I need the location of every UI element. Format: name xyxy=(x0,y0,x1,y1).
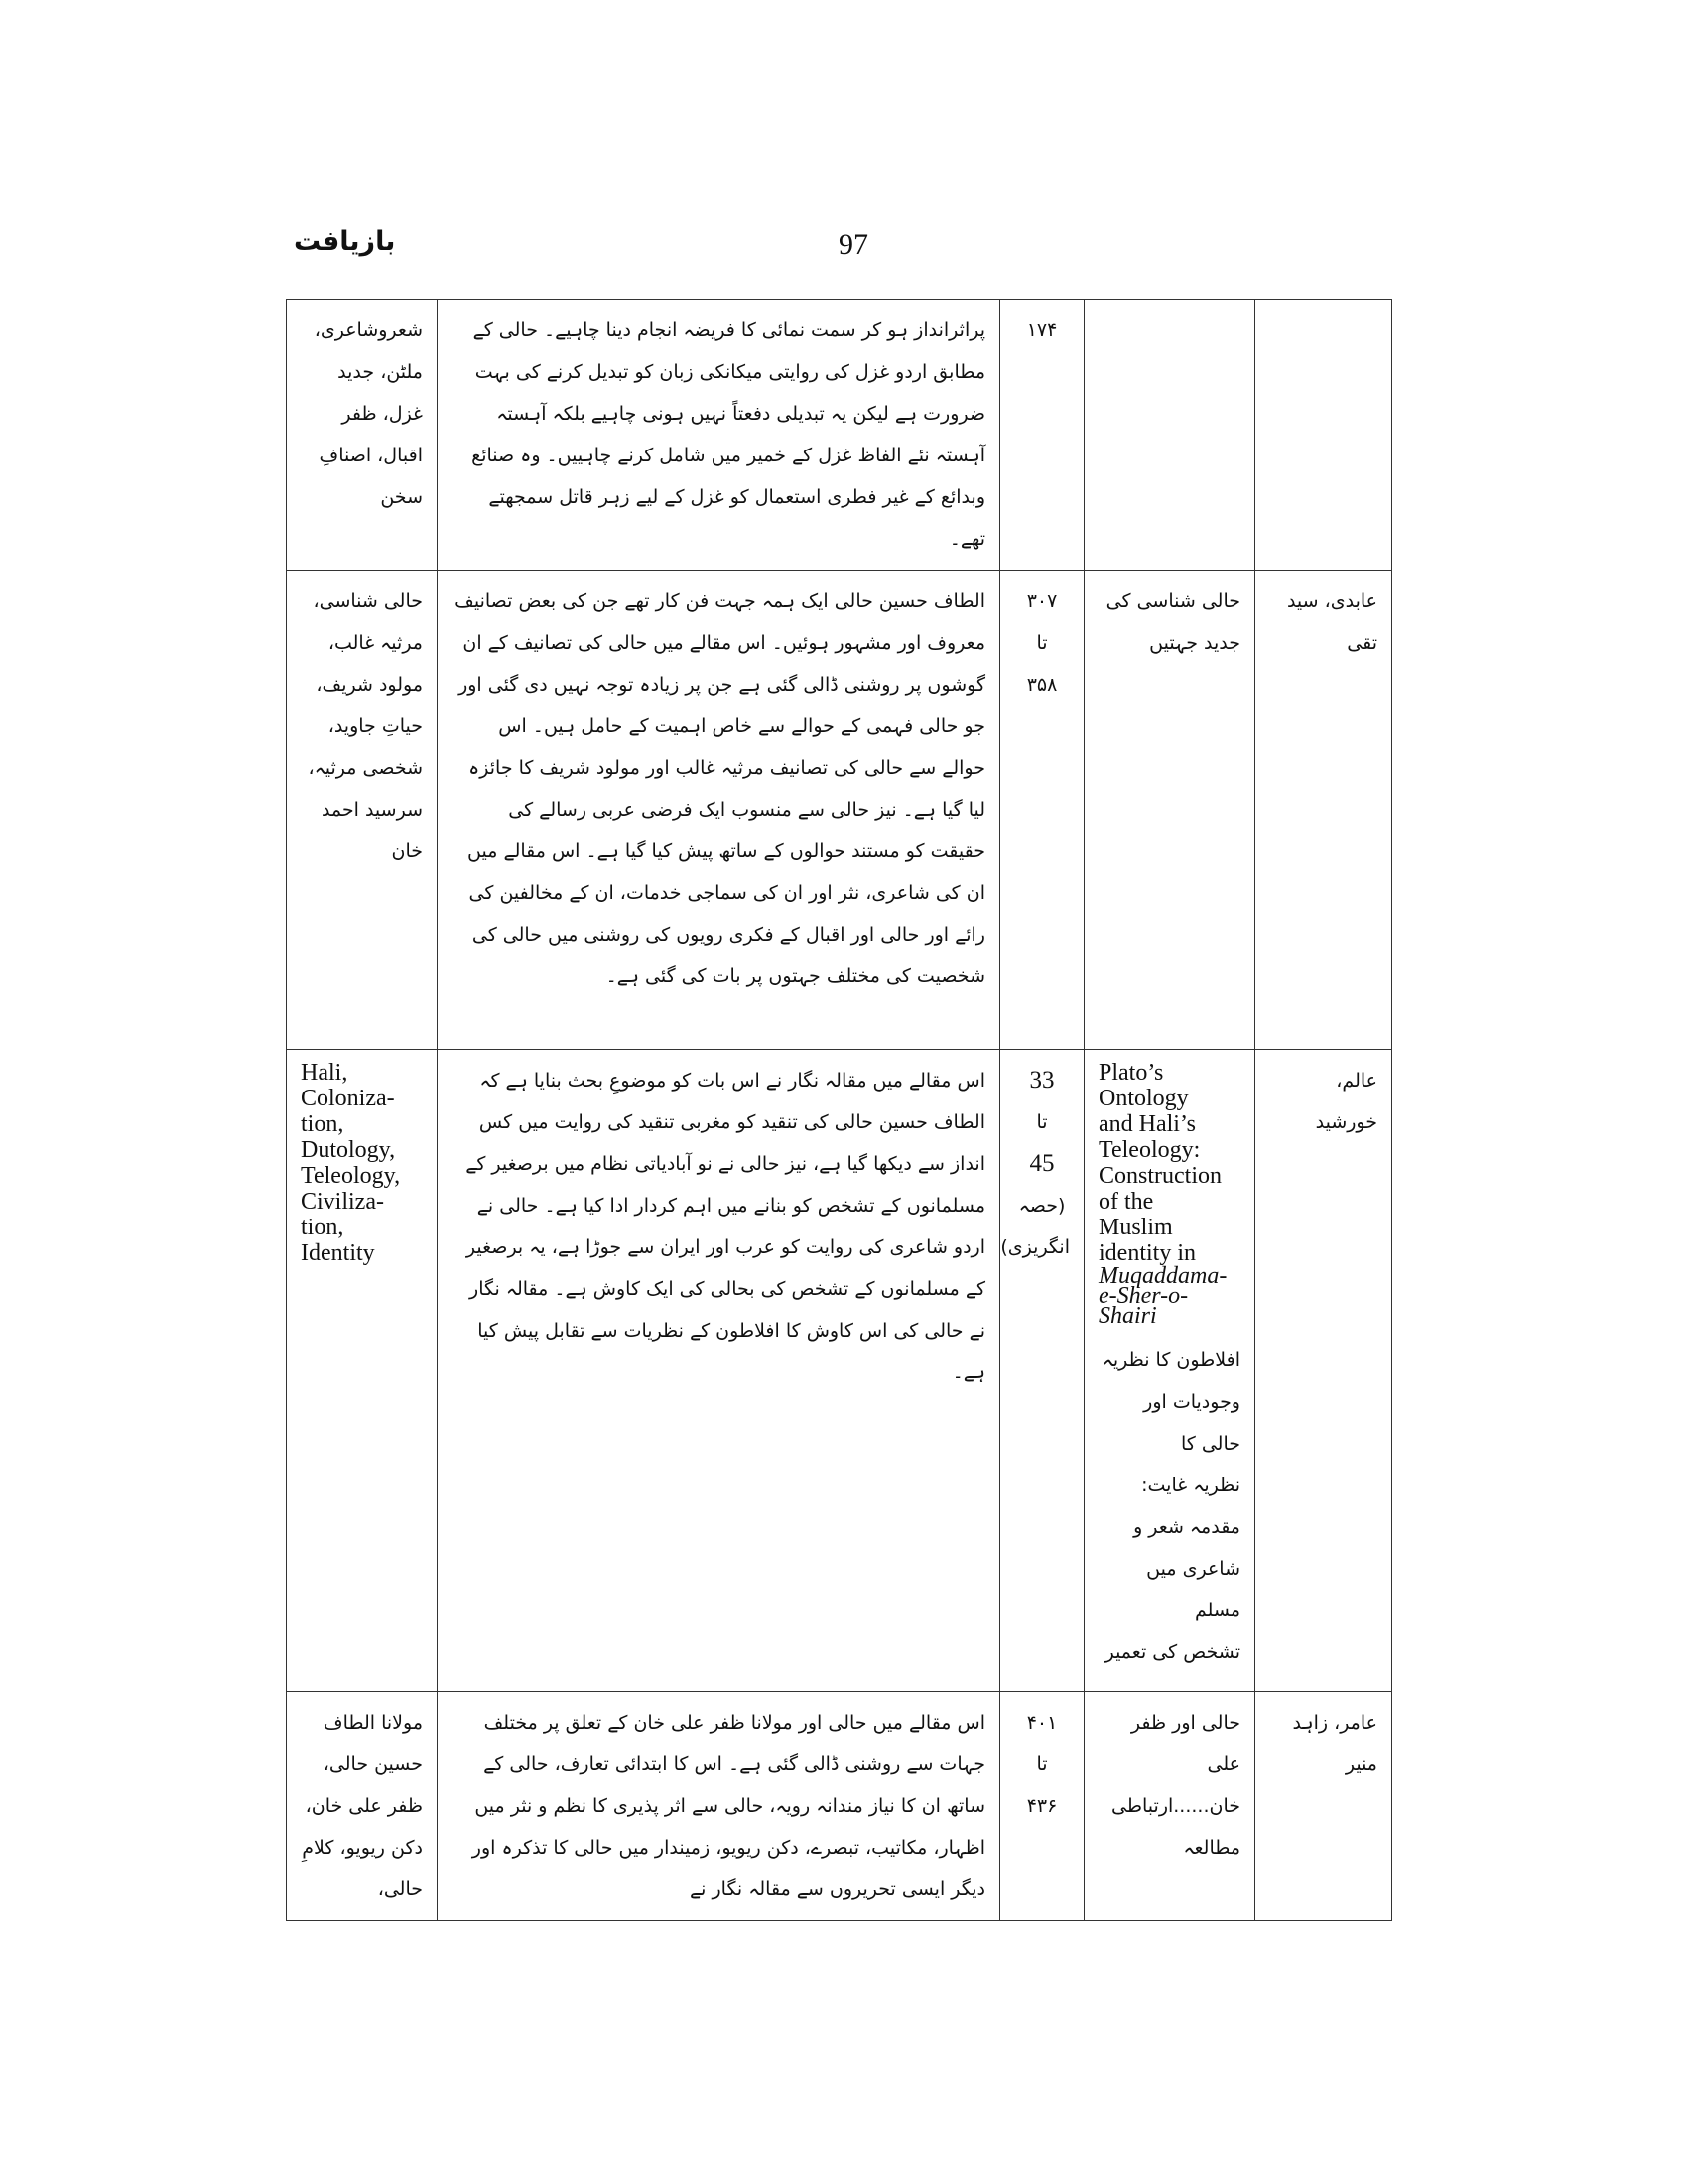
title-en-line: and Hali’s xyxy=(1099,1111,1196,1137)
keyword-en-line: Hali, xyxy=(301,1060,348,1086)
page-number: 97 xyxy=(839,228,868,261)
title-ur-line: شاعری میں مسلم xyxy=(1146,1558,1240,1621)
title-en-line: Teleology: xyxy=(1099,1137,1201,1163)
title-cell xyxy=(1085,300,1255,571)
author-cell: عابدی، سید تقی xyxy=(1255,571,1392,1050)
page-range-separator: تا xyxy=(1036,1111,1048,1133)
title-en-italic-line: Shairi xyxy=(1099,1303,1157,1329)
keyword-en-line: Identity xyxy=(301,1240,375,1266)
keyword-en-line: Coloniza- xyxy=(301,1086,395,1111)
keywords-cell: مولانا الطاف حسین حالی، ظفر علی خان، دکن ریویو، کلامِ حالی، xyxy=(287,1692,438,1921)
table-row xyxy=(287,300,1392,571)
pages-note: (حصہ xyxy=(1018,1195,1066,1217)
table-row xyxy=(287,1050,1392,1692)
keywords-cell xyxy=(287,1050,438,1692)
table-row xyxy=(287,1692,1392,1921)
title-ur-line: افلاطون کا نظریہ xyxy=(1102,1349,1240,1371)
page-range-separator: تا xyxy=(1036,1753,1048,1775)
title-en-line: Muslim xyxy=(1099,1215,1173,1240)
keywords-cell: شعروشاعری، ملٹن، جدید غزل، ظفر اقبال، اصنافِ سخن xyxy=(287,300,438,571)
keyword-en-line: Dutology, xyxy=(301,1137,396,1163)
bibliography-table xyxy=(286,299,1392,1921)
pages-cell xyxy=(1000,1050,1085,1692)
title-ur-line: نظریہ غایت: xyxy=(1141,1475,1240,1496)
title-en-line: of the xyxy=(1099,1189,1154,1215)
pages-cell xyxy=(1000,571,1085,1050)
pages-cell xyxy=(1000,300,1085,571)
keyword-en-line: tion, xyxy=(301,1111,344,1137)
title-en-line: identity in xyxy=(1099,1240,1196,1266)
author-cell xyxy=(1255,300,1392,571)
page-range-start: ۳۰۷ xyxy=(1026,590,1058,612)
page-range-start: ۴۰۱ xyxy=(1026,1712,1058,1734)
page-range-start: ۱۷۴ xyxy=(1026,320,1058,341)
title-ur-line: تشخص کی تعمیر xyxy=(1104,1641,1240,1663)
keyword-en-line: Civiliza- xyxy=(301,1189,384,1215)
journal-title: بازیافت xyxy=(294,226,396,257)
keyword-en-line: tion, xyxy=(301,1215,344,1240)
keyword-en-line: Teleology, xyxy=(301,1163,401,1189)
title-en-italic-line: Muqaddama- xyxy=(1099,1263,1228,1289)
summary-cell: الطاف حسین حالی ایک ہمہ جہت فن کار تھے جن کی بعض تصانیف معروف اور مشہور ہوئیں۔ اس مقالے میں حالی کی تصانیف کے ان گوشوں پر روشنی ڈالی گئی ہے جن پر زیادہ توجہ نہیں دی گئی اور جو حالی فہمی کے حوالے سے خاص اہمیت کے حامل ہیں۔ اس حوالے سے حالی کی تصانیف مرثیہ غالب اور مولود شریف کا جائزہ لیا گیا ہے۔ نیز حالی سے منسوب ایک فرضی عربی رسالے کی حقیقت کو مستند حوالوں کے ساتھ پیش کیا گیا ہے۔ اس مقالے میں ان کی شاعری، نثر اور ان کی سماجی خدمات، ان کے مخالفین کی رائے اور حالی اور اقبال کے فکری رویوں کی روشنی میں حالی کی شخصیت کی مختلف جہتوں پر بات کی گئی ہے۔ xyxy=(438,571,1000,1050)
summary-cell: اس مقالے میں مقالہ نگار نے اس بات کو موضوعِ بحث بنایا ہے کہ الطاف حسین حالی کی تنقید کو مغربی تنقید کی روایت میں کس انداز سے دیکھا گیا ہے، نیز حالی نے نو آبادیاتی نظام میں برصغیر کے مسلمانوں کے تشخص کو بنانے میں اہم کردار ادا کیا ہے۔ حالی نے اردو شاعری کی روایت کو عرب اور ایران سے جوڑا ہے، یہ برصغیر کے مسلمانوں کے تشخص کی بحالی کی ایک کاوش ہے۔ مقالہ نگار نے حالی کی اس کاوش کا افلاطون کے نظریات سے تقابل پیش کیا ہے۔ xyxy=(438,1050,1000,1692)
pages-cell xyxy=(1000,1692,1085,1921)
title-en-line: Plato’s xyxy=(1099,1060,1164,1086)
page-range-end: 45 xyxy=(1029,1150,1055,1177)
title-cell: حالی اور ظفر علی خان......ارتباطی مطالعہ xyxy=(1085,1692,1255,1921)
page-range-separator: تا xyxy=(1036,632,1048,654)
page-range-end: ۳۵۸ xyxy=(1026,674,1058,696)
summary-cell: اس مقالے میں حالی اور مولانا ظفر علی خان کے تعلق پر مختلف جہات سے روشنی ڈالی گئی ہے۔ اس کا ابتدائی تعارف، حالی کے ساتھ ان کا نیاز مندانہ رویہ، حالی سے اثر پذیری کا نظم و نثر میں اظہار، مکاتیب، تبصرے، دکن ریویو، زمیندار میں حالی کا تذکرہ اور دیگر ایسی تحریروں سے مقالہ نگار نے xyxy=(438,1692,1000,1921)
title-en-line: Ontology xyxy=(1099,1086,1189,1111)
author-cell: عالم، خورشید xyxy=(1255,1050,1392,1692)
title-urdu xyxy=(1099,1340,1240,1673)
keywords-cell: حالی شناسی، مرثیہ غالب، مولود شریف، حیاتِ جاوید، شخصی مرثیہ، سرسید احمد خان xyxy=(287,571,438,1050)
author-cell: عامر، زاہد منیر xyxy=(1255,1692,1392,1921)
title-cell xyxy=(1085,1050,1255,1692)
table-row xyxy=(287,571,1392,1050)
title-ur-line: مقدمہ شعر و xyxy=(1133,1516,1240,1538)
summary-cell: پراثرانداز ہو کر سمت نمائی کا فریضہ انجام دینا چاہیے۔ حالی کے مطابق اردو غزل کی روایتی میکانکی زبان کو تبدیل کرنے کی بہت ضرورت ہے لیکن یہ تبدیلی دفعتاً نہیں ہونی چاہیے بلکہ آہستہ آہستہ نئے الفاظ غزل کے خمیر میں شامل کرنے چاہییں۔ وہ صنائع وبدائع کے غیر فطری استعمال کو غزل کے لیے زہر قاتل سمجھتے تھے۔ xyxy=(438,300,1000,571)
title-en-line: Construction xyxy=(1099,1163,1222,1189)
title-en-italic-line: e-Sher-o- xyxy=(1099,1283,1189,1309)
pages-note: انگریزی) xyxy=(1000,1236,1070,1258)
page-range-end: ۴۳۶ xyxy=(1026,1795,1058,1817)
page-range-start: 33 xyxy=(1029,1067,1055,1093)
title-cell: حالی شناسی کی جدید جہتیں xyxy=(1085,571,1255,1050)
title-ur-line: وجودیات اور حالی کا xyxy=(1143,1391,1240,1455)
